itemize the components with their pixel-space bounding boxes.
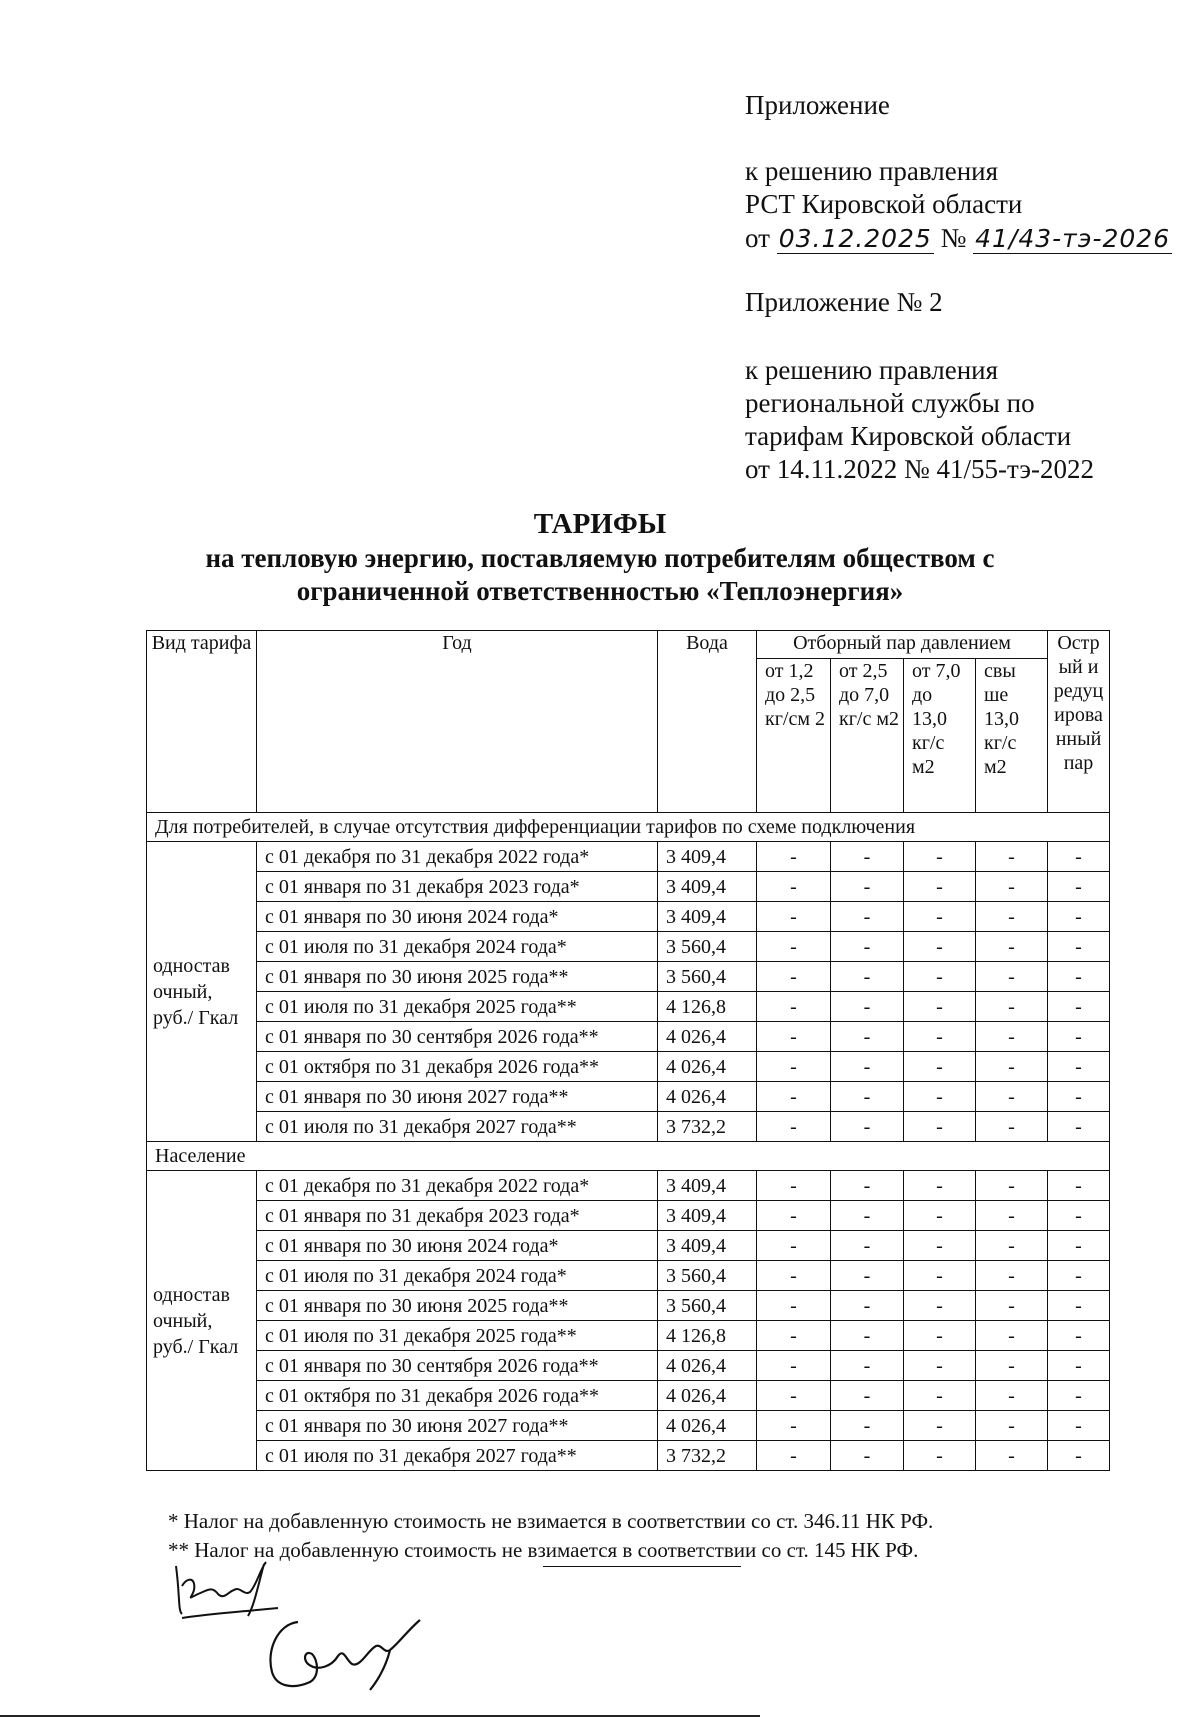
section-row	[147, 1142, 1110, 1171]
table-row	[147, 1411, 1110, 1441]
sharp-steam-cell: -	[1048, 1112, 1110, 1142]
steam-4-cell: -	[976, 1082, 1048, 1112]
table-row	[147, 1441, 1110, 1471]
appendix-2-label: Приложение № 2	[745, 287, 943, 317]
water-tariff-cell: 3 560,4	[658, 1261, 757, 1291]
document-title: ТАРИФЫ	[533, 508, 667, 540]
water-tariff-cell: 3 560,4	[658, 932, 757, 962]
steam-1-cell: -	[757, 1381, 831, 1411]
period-cell: с 01 июля по 31 декабря 2024 года*	[257, 932, 658, 962]
steam-4-cell: -	[976, 1411, 1048, 1441]
steam-3-cell: -	[904, 872, 976, 902]
steam-3-cell: -	[904, 1441, 976, 1471]
water-tariff-cell: 3 409,4	[658, 842, 757, 872]
table-row	[147, 1321, 1110, 1351]
steam-4-cell: -	[976, 1291, 1048, 1321]
period-cell: с 01 января по 30 июня 2025 года**	[257, 962, 658, 992]
sharp-steam-cell: -	[1048, 1201, 1110, 1231]
number-sign: №	[940, 223, 967, 253]
steam-3-cell: -	[904, 902, 976, 932]
tariff-table	[146, 630, 1110, 1471]
steam-3-cell: -	[904, 1411, 976, 1441]
header-steam-2.5-7: от 2,5 до 7,0 кг/с м2	[831, 659, 904, 813]
steam-3-cell: -	[904, 1231, 976, 1261]
sharp-steam-cell: -	[1048, 962, 1110, 992]
steam-3-cell: -	[904, 1201, 976, 1231]
period-cell: с 01 июля по 31 декабря 2027 года**	[257, 1112, 658, 1142]
steam-3-cell: -	[904, 1082, 976, 1112]
table-row	[147, 1082, 1110, 1112]
water-tariff-cell: 4 026,4	[658, 1351, 757, 1381]
steam-1-cell: -	[757, 1261, 831, 1291]
section-title: Население	[147, 1142, 1110, 1171]
steam-4-cell: -	[976, 1022, 1048, 1052]
table-row	[147, 1112, 1110, 1142]
sharp-steam-cell: -	[1048, 1351, 1110, 1381]
water-tariff-cell: 4 126,8	[658, 992, 757, 1022]
steam-3-cell: -	[904, 962, 976, 992]
steam-1-cell: -	[757, 1022, 831, 1052]
period-cell: с 01 декабря по 31 декабря 2022 года*	[257, 842, 658, 872]
steam-3-cell: -	[904, 1022, 976, 1052]
steam-1-cell: -	[757, 1052, 831, 1082]
steam-3-cell: -	[904, 1351, 976, 1381]
header-steam-7-13: от 7,0 до 13,0 кг/с м2	[904, 659, 976, 813]
section-row	[147, 813, 1110, 842]
water-tariff-cell: 3 560,4	[658, 1291, 757, 1321]
document-subtitle-2: ограниченной ответственностью «Теплоэнергия»	[296, 576, 904, 606]
steam-3-cell: -	[904, 842, 976, 872]
steam-2-cell: -	[831, 1022, 904, 1052]
regional-service-line: региональной службы по	[745, 388, 1035, 418]
table-row	[147, 962, 1110, 992]
steam-1-cell: -	[757, 1321, 831, 1351]
steam-1-cell: -	[757, 992, 831, 1022]
sharp-steam-cell: -	[1048, 932, 1110, 962]
section-title: Для потребителей, в случае отсутствия дифференциации тарифов по схеме подключения	[147, 813, 1110, 842]
steam-2-cell: -	[831, 1052, 904, 1082]
appendix-label: Приложение	[745, 90, 890, 120]
steam-2-cell: -	[831, 1201, 904, 1231]
header-year: Год	[257, 631, 658, 813]
water-tariff-cell: 4 126,8	[658, 1321, 757, 1351]
table-row	[147, 1261, 1110, 1291]
steam-2-cell: -	[831, 1171, 904, 1201]
steam-4-cell: -	[976, 1441, 1048, 1471]
document-subtitle-1: на тепловую энергию, поставляемую потребителям обществом с	[205, 543, 995, 573]
sharp-steam-cell: -	[1048, 1411, 1110, 1441]
period-cell: с 01 июля по 31 декабря 2027 года**	[257, 1441, 658, 1471]
water-tariff-cell: 4 026,4	[658, 1052, 757, 1082]
steam-4-cell: -	[976, 1052, 1048, 1082]
footnote-2: ** Налог на добавленную стоимость не взимается в соответствии со ст. 145 НК РФ.	[168, 1538, 919, 1562]
steam-2-cell: -	[831, 842, 904, 872]
steam-2-cell: -	[831, 902, 904, 932]
steam-1-cell: -	[757, 1171, 831, 1201]
steam-3-cell: -	[904, 1112, 976, 1142]
header-tariff-type: Вид тарифа	[147, 631, 257, 813]
period-cell: с 01 января по 30 июня 2024 года*	[257, 1231, 658, 1261]
water-tariff-cell: 4 026,4	[658, 1381, 757, 1411]
steam-2-cell: -	[831, 1441, 904, 1471]
steam-4-cell: -	[976, 962, 1048, 992]
header-water: Вода	[658, 631, 757, 813]
sharp-steam-cell: -	[1048, 1381, 1110, 1411]
steam-2-cell: -	[831, 1351, 904, 1381]
header-steam-1-2.5: от 1,2 до 2,5 кг/см 2	[757, 659, 831, 813]
steam-3-cell: -	[904, 1381, 976, 1411]
steam-4-cell: -	[976, 992, 1048, 1022]
steam-2-cell: -	[831, 992, 904, 1022]
sharp-steam-cell: -	[1048, 1022, 1110, 1052]
period-cell: с 01 июля по 31 декабря 2024 года*	[257, 1261, 658, 1291]
water-tariff-cell: 3 409,4	[658, 1171, 757, 1201]
steam-3-cell: -	[904, 932, 976, 962]
table-row	[147, 902, 1110, 932]
table-row	[147, 872, 1110, 902]
steam-2-cell: -	[831, 1291, 904, 1321]
steam-1-cell: -	[757, 962, 831, 992]
steam-4-cell: -	[976, 842, 1048, 872]
steam-4-cell: -	[976, 1201, 1048, 1231]
handwritten-number: 41/43-тэ-2026	[975, 224, 1171, 253]
steam-4-cell: -	[976, 932, 1048, 962]
steam-1-cell: -	[757, 1082, 831, 1112]
steam-3-cell: -	[904, 1291, 976, 1321]
steam-1-cell: -	[757, 1291, 831, 1321]
steam-3-cell: -	[904, 1171, 976, 1201]
water-tariff-cell: 3 409,4	[658, 902, 757, 932]
steam-2-cell: -	[831, 1411, 904, 1441]
sharp-steam-cell: -	[1048, 842, 1110, 872]
table-row	[147, 1022, 1110, 1052]
header-sharp-steam: Остр ый и редуц ирова нный пар	[1048, 631, 1110, 813]
sharp-steam-cell: -	[1048, 992, 1110, 1022]
decision-line-2: к решению правления	[745, 355, 999, 385]
steam-4-cell: -	[976, 1171, 1048, 1201]
period-cell: с 01 июля по 31 декабря 2025 года**	[257, 1321, 658, 1351]
steam-2-cell: -	[831, 872, 904, 902]
water-tariff-cell: 3 732,2	[658, 1441, 757, 1471]
steam-1-cell: -	[757, 1231, 831, 1261]
steam-4-cell: -	[976, 1231, 1048, 1261]
period-cell: с 01 января по 31 декабря 2023 года*	[257, 1201, 658, 1231]
steam-2-cell: -	[831, 1381, 904, 1411]
table-row	[147, 1171, 1110, 1201]
steam-2-cell: -	[831, 1321, 904, 1351]
steam-2-cell: -	[831, 1261, 904, 1291]
period-cell: с 01 октября по 31 декабря 2026 года**	[257, 1052, 658, 1082]
original-decision-line: от 14.11.2022 № 41/55-тэ-2022	[745, 454, 1094, 484]
water-tariff-cell: 3 732,2	[658, 1112, 757, 1142]
steam-4-cell: -	[976, 1261, 1048, 1291]
table-row	[147, 1052, 1110, 1082]
header-steam: Отборный пар давлением	[757, 631, 1048, 659]
from-prefix: от	[745, 223, 770, 253]
table-row	[147, 1231, 1110, 1261]
period-cell: с 01 января по 30 июня 2025 года**	[257, 1291, 658, 1321]
steam-1-cell: -	[757, 1112, 831, 1142]
steam-3-cell: -	[904, 992, 976, 1022]
steam-4-cell: -	[976, 1321, 1048, 1351]
table-row	[147, 842, 1110, 872]
signature-line	[543, 1566, 741, 1567]
period-cell: с 01 декабря по 31 декабря 2022 года*	[257, 1171, 658, 1201]
steam-1-cell: -	[757, 932, 831, 962]
tariffs-authority-line: тарифам Кировской области	[745, 421, 1072, 451]
steam-4-cell: -	[976, 872, 1048, 902]
steam-1-cell: -	[757, 1351, 831, 1381]
steam-4-cell: -	[976, 1381, 1048, 1411]
steam-3-cell: -	[904, 1321, 976, 1351]
steam-2-cell: -	[831, 962, 904, 992]
water-tariff-cell: 3 409,4	[658, 872, 757, 902]
table-row	[147, 932, 1110, 962]
water-tariff-cell: 4 026,4	[658, 1411, 757, 1441]
water-tariff-cell: 3 409,4	[658, 1231, 757, 1261]
table-row	[147, 1291, 1110, 1321]
sharp-steam-cell: -	[1048, 1171, 1110, 1201]
sharp-steam-cell: -	[1048, 1291, 1110, 1321]
steam-4-cell: -	[976, 902, 1048, 932]
water-tariff-cell: 3 560,4	[658, 962, 757, 992]
handwritten-signature-icon	[258, 1610, 428, 1695]
period-cell: с 01 июля по 31 декабря 2025 года**	[257, 992, 658, 1022]
table-row	[147, 992, 1110, 1022]
period-cell: с 01 января по 31 декабря 2023 года*	[257, 872, 658, 902]
table-row	[147, 1351, 1110, 1381]
tariff-type-cell: одностав очный, руб./ Гкал	[147, 1171, 257, 1471]
steam-1-cell: -	[757, 842, 831, 872]
steam-2-cell: -	[831, 932, 904, 962]
water-tariff-cell: 4 026,4	[658, 1082, 757, 1112]
water-tariff-cell: 3 409,4	[658, 1201, 757, 1231]
steam-1-cell: -	[757, 902, 831, 932]
handwritten-date: 03.12.2025	[778, 224, 932, 253]
footnote-1: * Налог на добавленную стоимость не взимается в соответствии со ст. 346.11 НК РФ.	[168, 1509, 934, 1533]
period-cell: с 01 января по 30 июня 2027 года**	[257, 1411, 658, 1441]
water-tariff-cell: 4 026,4	[658, 1022, 757, 1052]
steam-1-cell: -	[757, 872, 831, 902]
steam-2-cell: -	[831, 1231, 904, 1261]
steam-3-cell: -	[904, 1052, 976, 1082]
authority-line: РСТ Кировской области	[745, 189, 1023, 219]
decision-line: к решению правления	[745, 156, 999, 186]
tariff-type-cell: одностав очный, руб./ Гкал	[147, 842, 257, 1142]
steam-4-cell: -	[976, 1112, 1048, 1142]
sharp-steam-cell: -	[1048, 1082, 1110, 1112]
period-cell: с 01 января по 30 июня 2027 года**	[257, 1082, 658, 1112]
steam-2-cell: -	[831, 1112, 904, 1142]
period-cell: с 01 января по 30 июня 2024 года*	[257, 902, 658, 932]
sharp-steam-cell: -	[1048, 1441, 1110, 1471]
steam-3-cell: -	[904, 1261, 976, 1291]
header-steam-above-13: свы ше 13,0 кг/с м2	[976, 659, 1048, 813]
steam-1-cell: -	[757, 1441, 831, 1471]
sharp-steam-cell: -	[1048, 872, 1110, 902]
period-cell: с 01 октября по 31 декабря 2026 года**	[257, 1381, 658, 1411]
table-row	[147, 1201, 1110, 1231]
sharp-steam-cell: -	[1048, 1231, 1110, 1261]
sharp-steam-cell: -	[1048, 1052, 1110, 1082]
sharp-steam-cell: -	[1048, 902, 1110, 932]
steam-1-cell: -	[757, 1201, 831, 1231]
table-row	[147, 1381, 1110, 1411]
period-cell: с 01 января по 30 сентября 2026 года**	[257, 1022, 658, 1052]
sharp-steam-cell: -	[1048, 1321, 1110, 1351]
page-bottom-rule	[0, 1715, 760, 1717]
steam-1-cell: -	[757, 1411, 831, 1441]
decision-date-line	[745, 222, 1172, 255]
steam-4-cell: -	[976, 1351, 1048, 1381]
steam-2-cell: -	[831, 1082, 904, 1112]
period-cell: с 01 января по 30 сентября 2026 года**	[257, 1351, 658, 1381]
sharp-steam-cell: -	[1048, 1261, 1110, 1291]
